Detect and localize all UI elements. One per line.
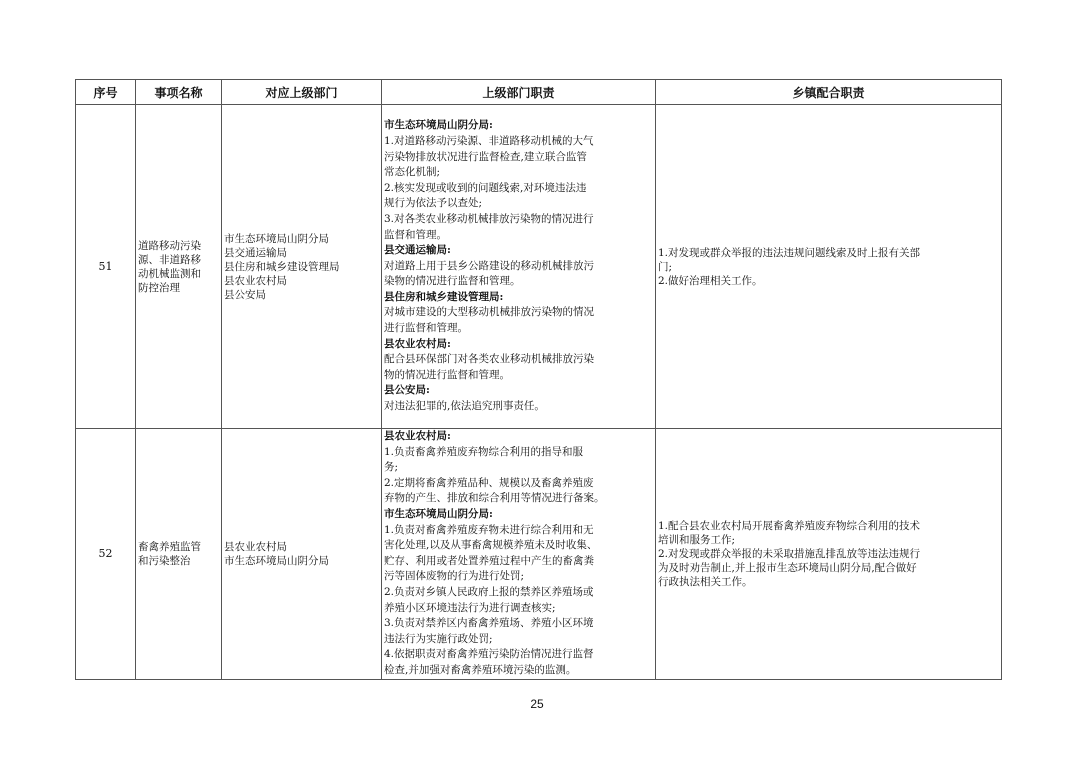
item-name-cell bbox=[136, 105, 222, 429]
row-number: 52 bbox=[76, 429, 136, 680]
duty-title: 市生态环境局山阴分局: bbox=[384, 507, 493, 520]
item-name-line: 防控治理 bbox=[138, 281, 180, 294]
header-superior-duties: 上级部门职责 bbox=[382, 80, 656, 105]
coop-line: 1.对发现或群众举报的违法违规问题线索及时上报有关部 bbox=[658, 246, 921, 259]
table-header-row bbox=[76, 80, 1002, 105]
township-duties-cell bbox=[656, 429, 1002, 680]
dept-cell bbox=[222, 429, 382, 680]
coop-line: 培训和服务工作; bbox=[658, 533, 736, 546]
item-name-line: 和污染整治 bbox=[138, 554, 191, 567]
dept-line: 市生态环境局山阴分局 bbox=[224, 232, 329, 245]
duty-line: 规行为依法予以查处; bbox=[384, 197, 483, 210]
duty-line: 4.依据职责对畜禽养殖污染防治情况进行监督 bbox=[384, 648, 594, 661]
duty-line: 染物的情况进行监督和管理。 bbox=[384, 275, 521, 288]
table-row bbox=[76, 105, 1002, 429]
duty-title: 县农业农村局: bbox=[384, 430, 451, 442]
dept-cell bbox=[222, 105, 382, 429]
duty-line: 养殖小区环境违法行为进行调查核实; bbox=[384, 601, 556, 614]
duty-line: 3.对各类农业移动机械排放污染物的情况进行 bbox=[384, 212, 594, 225]
coop-line: 门; bbox=[658, 260, 673, 273]
item-name-cell bbox=[136, 429, 222, 680]
duty-line: 常态化机制; bbox=[384, 166, 441, 179]
duty-line: 污等固体废物的行为进行处罚; bbox=[384, 570, 525, 583]
coop-line: 行政执法相关工作。 bbox=[658, 575, 753, 588]
header-superior-dept: 对应上级部门 bbox=[222, 80, 382, 105]
duty-line: 务; bbox=[384, 461, 399, 474]
duty-line: 配合县环保部门对各类农业移动机械排放污染 bbox=[384, 353, 594, 366]
item-name-line: 道路移动污染 bbox=[138, 239, 201, 252]
dept-line: 县公安局 bbox=[224, 288, 266, 301]
dept-line: 县住房和城乡建设管理局 bbox=[224, 260, 340, 273]
header-township-duties: 乡镇配合职责 bbox=[656, 80, 1002, 105]
duty-line: 2.核实发现或收到的问题线索,对环境违法违 bbox=[384, 181, 587, 194]
coop-line: 2.对发现或群众举报的未采取措施乱排乱放等违法违规行 bbox=[658, 547, 921, 560]
duty-line: 污染物排放状况进行监督检查,建立联合监管 bbox=[384, 150, 587, 163]
coop-line: 2.做好治理相关工作。 bbox=[658, 274, 763, 287]
duty-line: 1.负责对畜禽养殖废弃物未进行综合利用和无 bbox=[384, 523, 594, 536]
duty-line: 2.负责对乡镇人民政府上报的禁养区养殖场或 bbox=[384, 585, 594, 598]
matters-table bbox=[75, 79, 1002, 680]
duty-line: 害化处理,以及从事畜禽规模养殖未及时收集、 bbox=[384, 539, 598, 552]
duty-line: 3.负责对禁养区内畜禽养殖场、养殖小区环境 bbox=[384, 617, 594, 630]
dept-line: 县农业农村局 bbox=[224, 540, 287, 553]
duty-line: 1.对道路移动污染源、非道路移动机械的大气 bbox=[384, 134, 594, 147]
duty-line: 违法行为实施行政处罚; bbox=[384, 632, 493, 645]
duty-line: 对道路上用于县乡公路建设的移动机械排放污 bbox=[384, 259, 594, 272]
item-name-line: 畜禽养殖监管 bbox=[138, 540, 201, 553]
duty-line: 进行监督和管理。 bbox=[384, 322, 468, 335]
page-number: 25 bbox=[530, 697, 544, 711]
duty-line: 监督和管理。 bbox=[384, 228, 447, 241]
duty-line: 检查,并加强对畜禽养殖环境污染的监测。 bbox=[384, 663, 577, 676]
duty-line: 2.定期将畜禽养殖品种、规模以及畜禽养殖废 bbox=[384, 476, 594, 489]
dept-line: 县交通运输局 bbox=[224, 246, 287, 259]
duty-title: 县住房和城乡建设管理局: bbox=[384, 290, 504, 303]
row-number: 51 bbox=[76, 105, 136, 429]
dept-line: 县农业农村局 bbox=[224, 274, 287, 287]
duty-title: 县农业农村局: bbox=[384, 337, 451, 350]
duty-line: 对违法犯罪的,依法追究刑事责任。 bbox=[384, 400, 545, 413]
duty-line: 对城市建设的大型移动机械排放污染物的情况 bbox=[384, 306, 594, 319]
duties-cell bbox=[382, 429, 656, 680]
coop-line: 1.配合县农业农村局开展畜禽养殖废弃物综合利用的技术 bbox=[658, 519, 921, 532]
dept-line: 市生态环境局山阴分局 bbox=[224, 554, 329, 567]
duty-line: 贮存、利用或者处置养殖过程中产生的畜禽粪 bbox=[384, 554, 594, 567]
duty-title: 市生态环境局山阴分局: bbox=[384, 119, 493, 132]
item-name-line: 源、非道路移 bbox=[138, 253, 201, 266]
item-name-line: 动机械监测和 bbox=[138, 267, 201, 280]
table-row bbox=[76, 429, 1002, 680]
duty-title: 县交通运输局: bbox=[384, 244, 451, 257]
duty-title: 县公安局: bbox=[384, 384, 430, 397]
township-duties-cell bbox=[656, 105, 1002, 429]
header-no: 序号 bbox=[76, 80, 136, 105]
coop-line: 为及时劝告制止,并上报市生态环境局山阴分局,配合做好 bbox=[658, 561, 917, 574]
header-item-name: 事项名称 bbox=[136, 80, 222, 105]
duty-line: 物的情况进行监督和管理。 bbox=[384, 368, 510, 381]
duty-line: 弃物的产生、排放和综合利用等情况进行备案。 bbox=[384, 492, 605, 505]
duties-cell bbox=[382, 105, 656, 429]
duty-line: 1.负责畜禽养殖废弃物综合利用的指导和服 bbox=[384, 445, 584, 458]
